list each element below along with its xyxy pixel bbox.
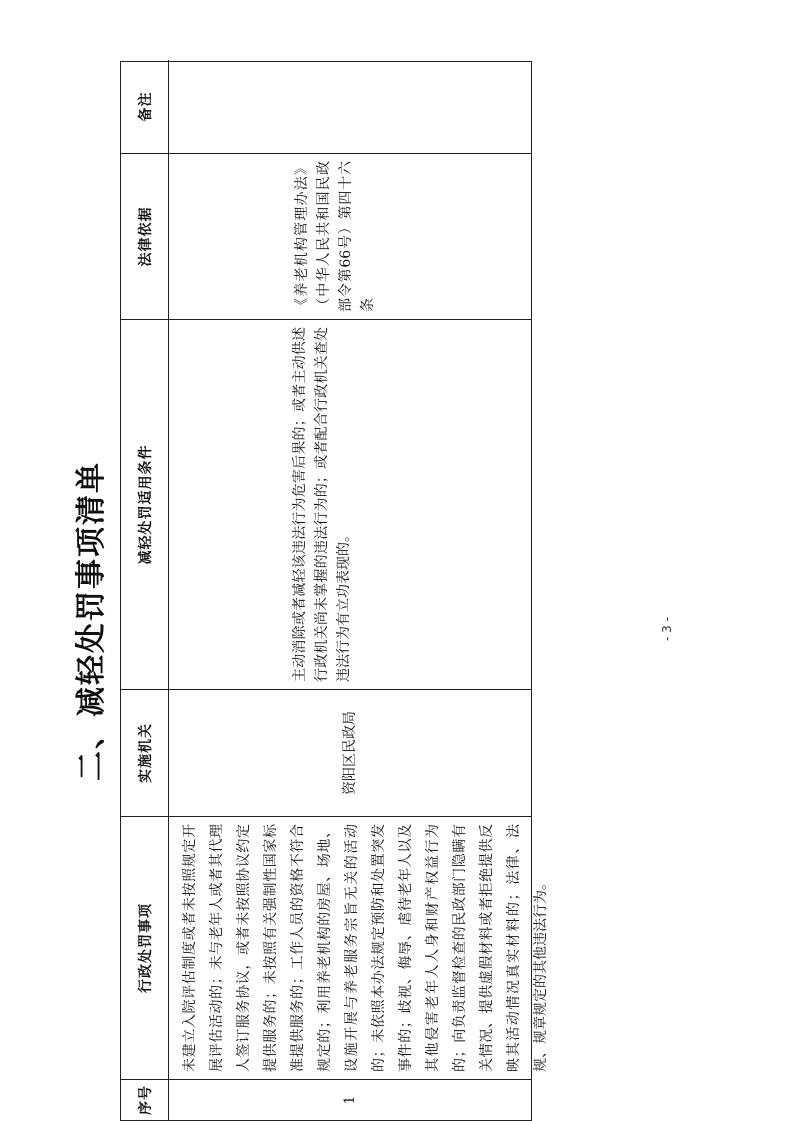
- column-remark: [121, 60, 531, 154]
- cell-basis: 《养老机构管理办法》（中华人民共和国民政部令第66号）第四十六条: [294, 161, 376, 312]
- column-agency: [121, 690, 531, 817]
- header-matter: 行政处罚事项: [121, 817, 169, 1079]
- cell-condition: 主动消除或者减轻该违法行为危害后果的；或者主动供述行政机关尚未掌握的违法行为的；或者配合行政机关查处违法行为有立功表现的。: [292, 327, 352, 682]
- header-remark: 备注: [121, 60, 169, 153]
- cell-seq: 1: [341, 1095, 358, 1105]
- header-seq: 序号: [121, 1080, 169, 1120]
- rotated-page: [62, 61, 712, 1121]
- page-number: - 3 -: [660, 617, 674, 641]
- column-matter: [121, 817, 549, 1080]
- cell-agency: 资阳区民政局: [341, 711, 358, 795]
- cell-remark: [169, 60, 531, 153]
- cell-matter: 未建立入院评估制度或者未按照规定开展评估活动的；未与老年人或者其代理人签订服务协议，或者未按照协议约定提供服务的；未按照有关强制性国家标准提供服务的；工作人员的资格不符合规定的；利用养老机构的房屋、场地、设施开展与养老服务宗旨无关的活动的；未依照本办法规定预防和处置突发事件的；歧视、侮辱、虐待老年人以及其他侵害老年人人身和财产权益行为的；向负责监督检查的民政部门隐瞒有关情况、提供虚假材料或者拒绝提供反映其活动情况真实材料的；法律、法规、规章规定的其他违法行为。: [182, 824, 549, 1072]
- column-condition: [121, 320, 531, 690]
- column-seq: [121, 1080, 531, 1120]
- header-basis: 法律依据: [121, 154, 169, 319]
- header-condition: 减轻处罚适用条件: [121, 320, 169, 689]
- column-basis: [121, 154, 531, 320]
- header-agency: 实施机关: [121, 690, 169, 816]
- page-title: 二、减轻处罚事项清单: [74, 461, 109, 781]
- penalty-table: [120, 61, 549, 1121]
